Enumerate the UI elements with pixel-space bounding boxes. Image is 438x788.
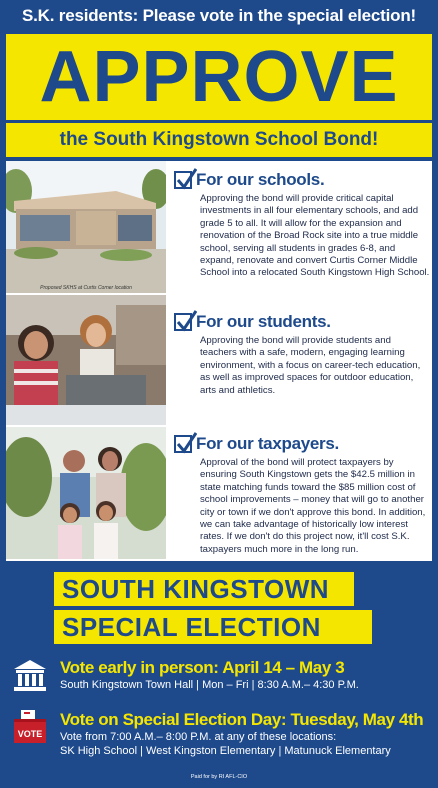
early-vote-text [60,658,359,692]
ballot-box-icon [12,710,48,744]
students-lab-photo [6,295,166,425]
checkbox-checked-icon [174,171,192,189]
early-vote-detail: South Kingstown Town Hall | Mon – Fri | 8:30 A.M.– 4:30 P.M. [60,679,359,691]
election-title-line-2: SPECIAL ELECTION [54,610,372,644]
section-heading: For our students. [196,312,331,331]
students-lab-illustration [6,295,166,425]
early-vote-title: Vote early in person: April 14 – May 3 [60,658,345,677]
election-day-row [12,710,432,758]
hero-text: APPROVE [39,37,399,117]
early-vote-row [12,658,432,692]
section-body: Approval of the bond will protect taxpayers by ensuring South Kingstown gets the $42.5 million in state matching funds toward the $85 million cost of school improvements – money that will go to another city or town if we don't approve this bond. In addition, we can take advantage of historically low interest rates. If we don't do this project now, it'll cost S.K. taxpayers much more in the long run. [200,457,426,555]
checkbox-checked-icon [174,313,192,331]
top-banner [0,0,438,32]
section-students [174,311,430,397]
election-info-panel [0,562,438,788]
election-day-detail-2: SK High School | West Kingston Elementary | Matunuck Elementary [60,745,391,757]
main-panel [6,161,432,561]
checkbox-checked-icon [174,435,192,453]
election-day-detail-1: Vote from 7:00 A.M.– 8:00 P.M. at any of these locations: [60,731,337,743]
section-body: Approving the bond will provide students and teachers with a safe, modern, engaging learning environment, with a focus on career-tech education, as well as improved spaces for outdoor education, arts and athletics. [200,335,421,396]
ballot-box-label: VOTE [17,729,43,739]
subheadline-banner [6,123,432,157]
school-building-photo [6,161,166,293]
election-day-text [60,710,423,758]
section-heading-row [174,311,430,333]
paid-for-disclaimer: Paid for by RI AFL-CIO [190,774,248,780]
subheadline-text: the South Kingstown School Bond! [59,129,379,150]
hero-banner [6,34,432,120]
election-title-line-1: SOUTH KINGSTOWN [54,572,354,606]
section-heading: For our taxpayers. [196,434,339,453]
section-taxpayers [174,433,430,556]
family-illustration [6,427,166,559]
section-heading-row [174,433,430,455]
school-building-illustration [6,161,166,293]
section-heading-row [174,169,430,191]
election-day-title: Vote on Special Election Day: Tuesday, May 4th [60,710,424,729]
top-banner-text: S.K. residents: Please vote in the special election! [22,6,416,25]
section-body: Approving the bond will provide critical capital investments in all four elementary schools, and add grade 5 to all. It will allow for the expansion and renovation of the Broad Rock site into a true middle school, serving all students in grades 6-8, and expand, renovate and convert Curtis Corner Middle School into a relocated South Kingstown High School. [200,193,430,279]
photo-caption: Proposed SKHS at Curtis Corner location [40,285,132,291]
family-photo [6,427,166,559]
section-heading: For our schools. [196,170,325,189]
town-hall-icon [12,658,48,692]
section-schools [174,169,430,280]
